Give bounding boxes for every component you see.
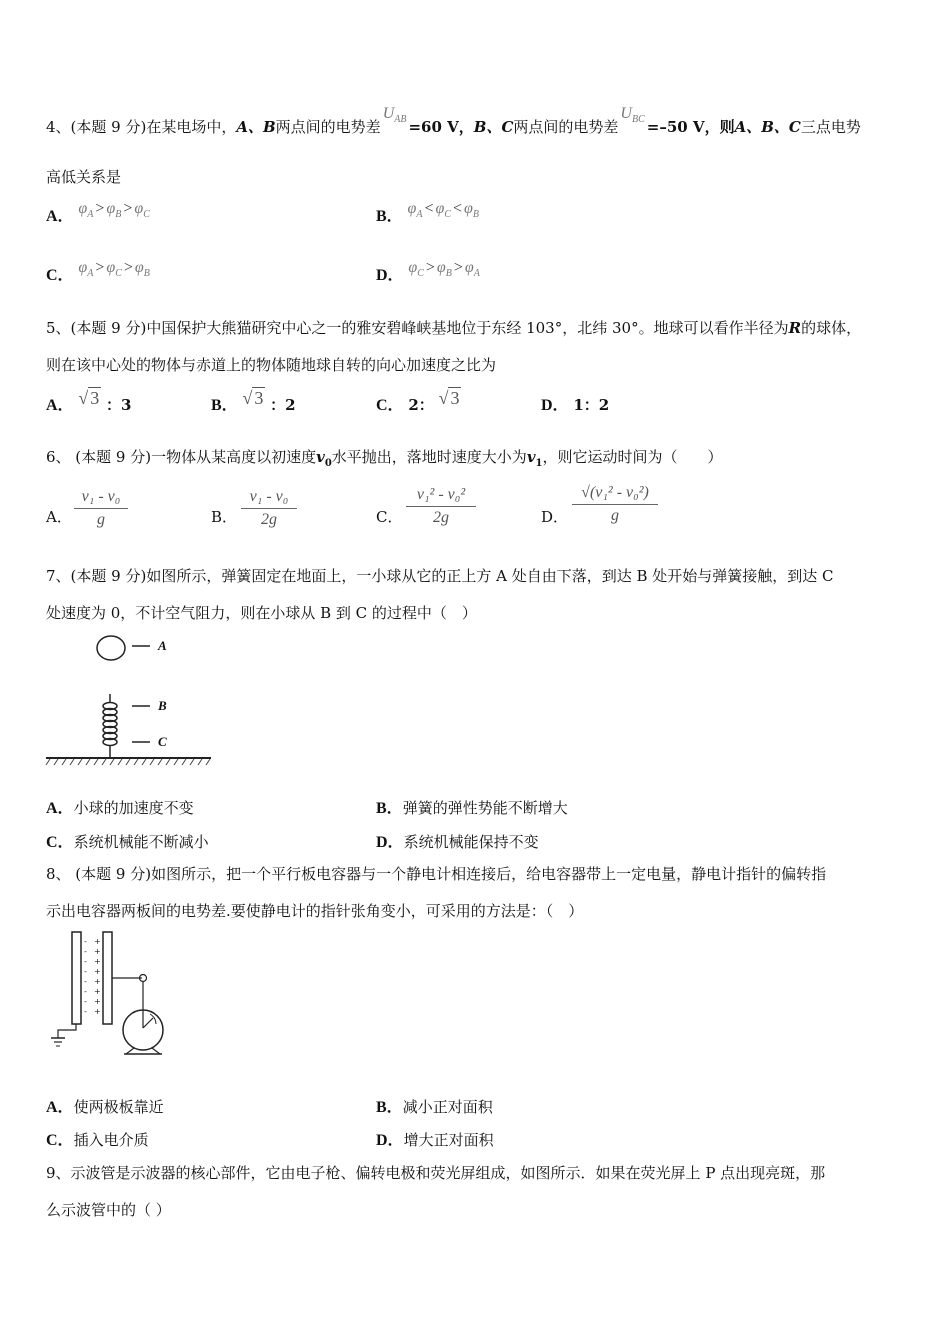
q7-option-d[interactable]: D．系统机械能保持不变: [376, 833, 539, 851]
svg-text:+: +: [94, 997, 101, 1006]
svg-text:+: +: [94, 977, 101, 986]
q6-option-b-fraction[interactable]: v₁ - v₀ 2g: [241, 488, 297, 529]
svg-text:-: -: [84, 947, 87, 956]
q8-stem-line2: 示出电容器两板间的电势差.要使静电计的指针张角变小，可采用的方法是：（ ）: [46, 902, 584, 920]
q5-option-c[interactable]: C． 2： √ 3: [376, 388, 460, 414]
spring-ball-figure: [46, 630, 216, 770]
q5-stem-line2: 则在该中心处的物体与赤道上的物体随地球自转的向心加速度之比为: [46, 356, 497, 374]
q8-option-c[interactable]: C．插入电介质: [46, 1131, 149, 1149]
q6-option-d-fraction[interactable]: √(v₁² - v₀²) g: [572, 484, 658, 525]
q5-option-b[interactable]: B． √ 3 ：2: [211, 388, 296, 414]
svg-text:-: -: [84, 1007, 87, 1016]
svg-text:-: -: [84, 997, 87, 1006]
q6-option-a-label[interactable]: A．: [46, 508, 72, 526]
q7-option-a[interactable]: A．小球的加速度不变: [46, 799, 194, 817]
q4-option-d[interactable]: D． $\varphi_C > \varphi_B > \varphi_A$: [376, 259, 480, 284]
q6-option-a-fraction[interactable]: v₁ - v₀ g: [74, 488, 128, 529]
svg-text:+: +: [94, 957, 101, 966]
svg-text:+: +: [94, 1007, 101, 1016]
q8-stem-line1: 8、 (本题 9 分)如图所示，把一个平行板电容器与一个静电计相连接后，给电容器带上一定电量，静电计指针的偏转指: [46, 865, 827, 883]
figure-label-c: C: [158, 734, 167, 749]
svg-text:+: +: [94, 937, 101, 946]
q4-stem-line2: 高低关系是: [46, 168, 122, 186]
svg-text:-: -: [84, 937, 87, 946]
q7-option-c[interactable]: C．系统机械能不断减小: [46, 833, 209, 851]
q4-option-c[interactable]: C． $\varphi_A > \varphi_C > \varphi_B$: [46, 259, 150, 284]
figure-label-b: B: [158, 698, 167, 713]
q4-option-b[interactable]: B． $\varphi_A < \varphi_C < \varphi_B$: [376, 200, 479, 225]
q4-option-a[interactable]: A． $\varphi_A > \varphi_B > \varphi_C$: [46, 200, 150, 225]
q6-stem: 6、 (本题 9 分)一物体从某高度以初速度$v_0$水平抛出，落地时速度大小为$v_1$，则它运动时间为（ ）: [46, 448, 723, 469]
svg-text:+: +: [94, 947, 101, 956]
q7-option-b[interactable]: B．弹簧的弹性势能不断增大: [376, 799, 568, 817]
q4-stem-line1: 4、(本题 9 分)在某电场中，A、B两点间的电势差$U_{AB} =60$ V，B、C两点间的电势差$U_{BC} =-50$ V，则A、B、C三点电势: [46, 105, 861, 136]
q7-stem-line1: 7、(本题 9 分)如图所示，弹簧固定在地面上，一小球从它的正上方 A 处自由下落，到达 B 处开始与弹簧接触，到达 C: [46, 567, 834, 585]
q5-option-d[interactable]: D． 1：2: [541, 396, 610, 414]
q5-option-a[interactable]: A． √ 3 ：3: [46, 388, 132, 414]
svg-text:-: -: [84, 967, 87, 976]
q9-stem-line2: 么示波管中的（ ）: [46, 1201, 171, 1219]
q8-option-a[interactable]: A．使两极板靠近: [46, 1098, 164, 1116]
svg-text:+: +: [94, 987, 101, 996]
q6-option-c-fraction[interactable]: v₁² - v₀² 2g: [406, 486, 476, 527]
q7-stem-line2: 处速度为 0，不计空气阻力，则在小球从 B 到 C 的过程中（ ）: [46, 604, 477, 622]
q8-option-b[interactable]: B．减小正对面积: [376, 1098, 493, 1116]
q5-stem-line1: 5、(本题 9 分)中国保护大熊猫研究中心之一的雅安碧峰峡基地位于东经 103°，北纬 30°。地球可以看作半径为R的球体，: [46, 319, 862, 337]
q8-option-d[interactable]: D．增大正对面积: [376, 1131, 494, 1149]
svg-text:-: -: [84, 987, 87, 996]
q9-stem-line1: 9、示波管是示波器的核心部件，它由电子枪、偏转电极和荧光屏组成，如图所示．如果在荧光屏上 P 点出现亮斑，那: [46, 1164, 826, 1182]
capacitor-electrometer-figure: [46, 926, 196, 1061]
svg-text:-: -: [84, 977, 87, 986]
q6-option-c-label[interactable]: C．: [376, 508, 403, 526]
q6-option-d-label[interactable]: D．: [541, 508, 569, 526]
q6-option-b-label[interactable]: B．: [211, 508, 238, 526]
svg-text:-: -: [84, 957, 87, 966]
svg-text:+: +: [94, 967, 101, 976]
figure-label-a: A: [158, 638, 167, 653]
